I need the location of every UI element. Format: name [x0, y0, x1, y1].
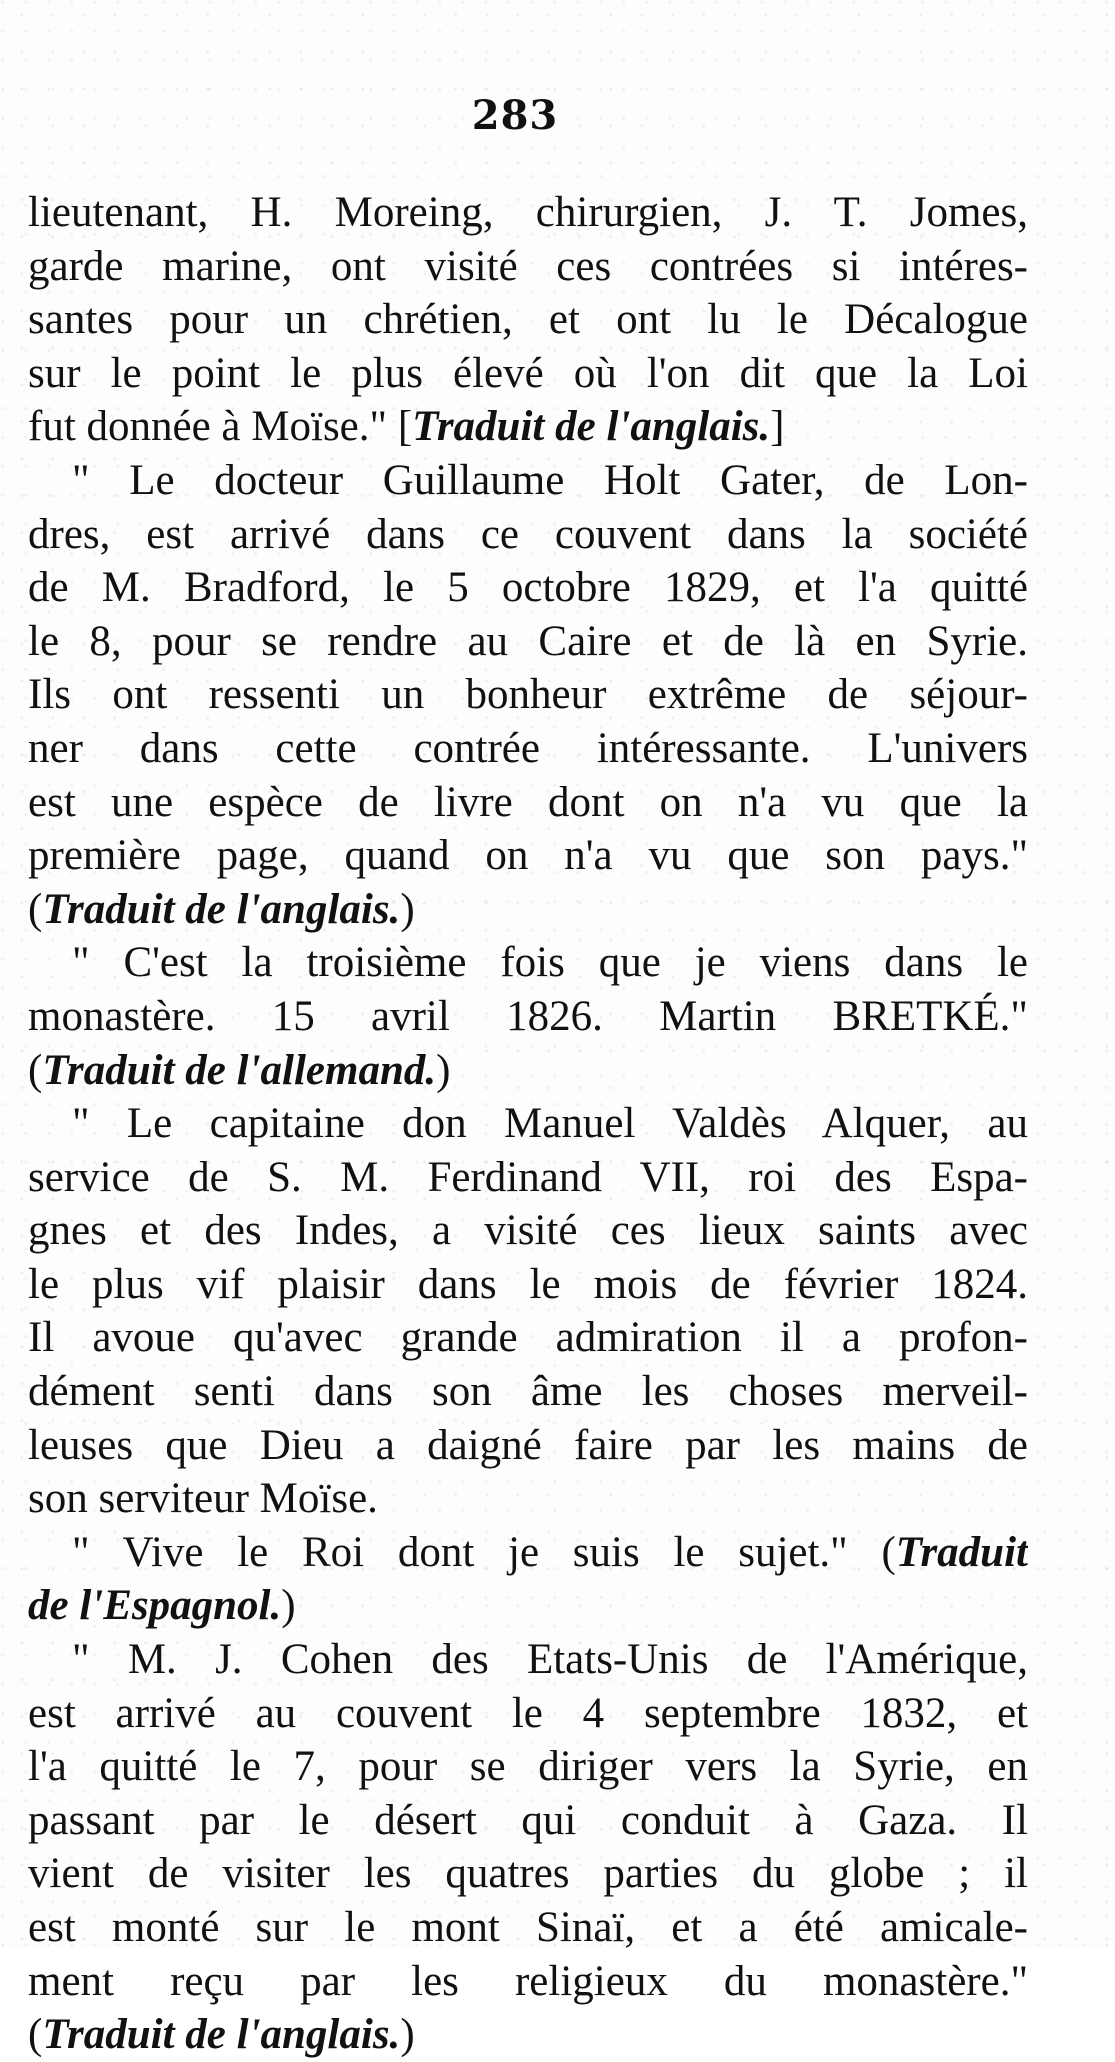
text-line [28, 454, 1028, 508]
text-line [28, 829, 1028, 883]
text-line [28, 1740, 1028, 1794]
translation-note: Traduit de l'anglais. [42, 885, 401, 933]
text-line [28, 1794, 1028, 1848]
text-line-content: Il avoue qu'avec grande admiration il a profon- [28, 1314, 1028, 1362]
text-line-content: vient de visiter les quatres parties du globe ; il [28, 1850, 1028, 1898]
text-line-content: l'a quitté le 7, pour se diriger vers la Syrie, en [28, 1743, 1028, 1791]
text-line [28, 1419, 1028, 1473]
text-line-content: lieutenant, H. Moreing, chirurgien, J. T. Jomes, [28, 189, 1028, 236]
text-line-content: de M. Bradford, le 5 octobre 1829, et l'a quitté [28, 564, 1028, 612]
text-line-content: sur le point le plus élevé où l'on dit que la Loi [28, 349, 1028, 397]
text-line-content: garde marine, ont visité ces contrées si intéres- [28, 242, 1028, 290]
text-line [28, 347, 1028, 401]
text-line [28, 561, 1028, 615]
text-line [28, 1311, 1028, 1365]
text-line-content: leuses que Dieu a daigné faire par les mains de [28, 1421, 1028, 1469]
text-line-content: service de S. M. Ferdinand VII, roi des Espa- [28, 1153, 1028, 1201]
text-line [28, 400, 1028, 454]
text-line [28, 186, 1028, 240]
closing-bracket: ) [400, 2011, 415, 2059]
text-line-content: santes pour un chrétien, et ont lu le Décalogue [28, 296, 1028, 344]
text-line [28, 668, 1028, 722]
text-line-content: est arrivé au couvent le 4 septembre 1832, et [28, 1689, 1028, 1737]
text-line-content: " Le capitaine don Manuel Valdès Alquer, au [72, 1100, 1028, 1148]
translation-note: Traduit [895, 1528, 1028, 1576]
text-line [28, 1258, 1028, 1312]
text-line [28, 1044, 1028, 1098]
text-line-content: passant par le désert qui conduit à Gaza. Il [28, 1796, 1028, 1844]
closing-bracket: ) [281, 1582, 296, 1630]
text-line-content: fut donnée à Moïse." [ [28, 403, 413, 451]
text-line [28, 722, 1028, 776]
text-line-content: dres, est arrivé dans ce couvent dans la société [28, 510, 1028, 558]
text-line-content: " C'est la troisième fois que je viens dans le [72, 939, 1028, 987]
text-line-content: " Le docteur Guillaume Holt Gater, de Lon- [72, 456, 1028, 504]
text-line [28, 1633, 1028, 1687]
text-line [28, 1955, 1028, 2009]
text-line [28, 1151, 1028, 1205]
translation-note: Traduit de l'anglais. [412, 403, 771, 451]
text-line-content: dément senti dans son âme les choses merveil- [28, 1368, 1028, 1416]
text-line-content: son serviteur Moïse. [28, 1475, 378, 1523]
text-line [28, 508, 1028, 562]
text-line-content: gnes et des Indes, a visité ces lieux saints avec [28, 1207, 1028, 1255]
text-line [28, 776, 1028, 830]
text-line [28, 1579, 1028, 1633]
closing-bracket: ) [436, 1046, 451, 1094]
page-number: 283 [471, 92, 559, 139]
text-line [28, 1526, 1028, 1580]
text-line-content: monastère. 15 avril 1826. Martin BRETKÉ." [28, 992, 1028, 1040]
text-line [28, 990, 1028, 1044]
text-line-content: ment reçu par les religieux du monastère." [28, 1957, 1028, 2005]
text-line [28, 1847, 1028, 1901]
text-line-content: ( [28, 1046, 43, 1094]
text-line-content: première page, quand on n'a vu que son pays." [28, 832, 1028, 880]
closing-bracket: ) [400, 885, 415, 933]
text-line-content: est monté sur le mont Sinaï, et a été amicale- [28, 1904, 1028, 1951]
text-line [28, 883, 1028, 937]
text-line [28, 293, 1028, 347]
text-line [28, 1472, 1028, 1526]
translation-note: Traduit de l'allemand. [42, 1046, 437, 1094]
text-line [28, 936, 1028, 990]
text-line [28, 1097, 1028, 1151]
text-line-content: " Vive le Roi dont je suis le sujet." ( [72, 1528, 896, 1576]
text-line-content: Ils ont ressenti un bonheur extrême de séjour- [28, 671, 1028, 719]
text-line-content: ( [28, 2011, 43, 2059]
text-line [28, 1687, 1028, 1741]
text-line [28, 2008, 1028, 2062]
translation-note: de l'Espagnol. [28, 1582, 282, 1630]
text-line [28, 1365, 1028, 1419]
text-line-content: le plus vif plaisir dans le mois de février 1824. [28, 1260, 1028, 1308]
text-line [28, 240, 1028, 294]
text-line-content: ( [28, 885, 43, 933]
translation-note: Traduit de l'anglais. [42, 2011, 401, 2059]
text-line-content: " M. J. Cohen des Etats-Unis de l'Amérique, [72, 1636, 1028, 1684]
text-line [28, 615, 1028, 669]
text-line-content: ner dans cette contrée intéressante. L'univers [28, 724, 1028, 772]
text-line-content: le 8, pour se rendre au Caire et de là en Syrie. [28, 617, 1028, 665]
text-line-content: est une espèce de livre dont on n'a vu que la [28, 778, 1028, 826]
text-line [28, 1204, 1028, 1258]
closing-bracket: ] [770, 403, 785, 451]
body-text [28, 186, 1028, 2062]
